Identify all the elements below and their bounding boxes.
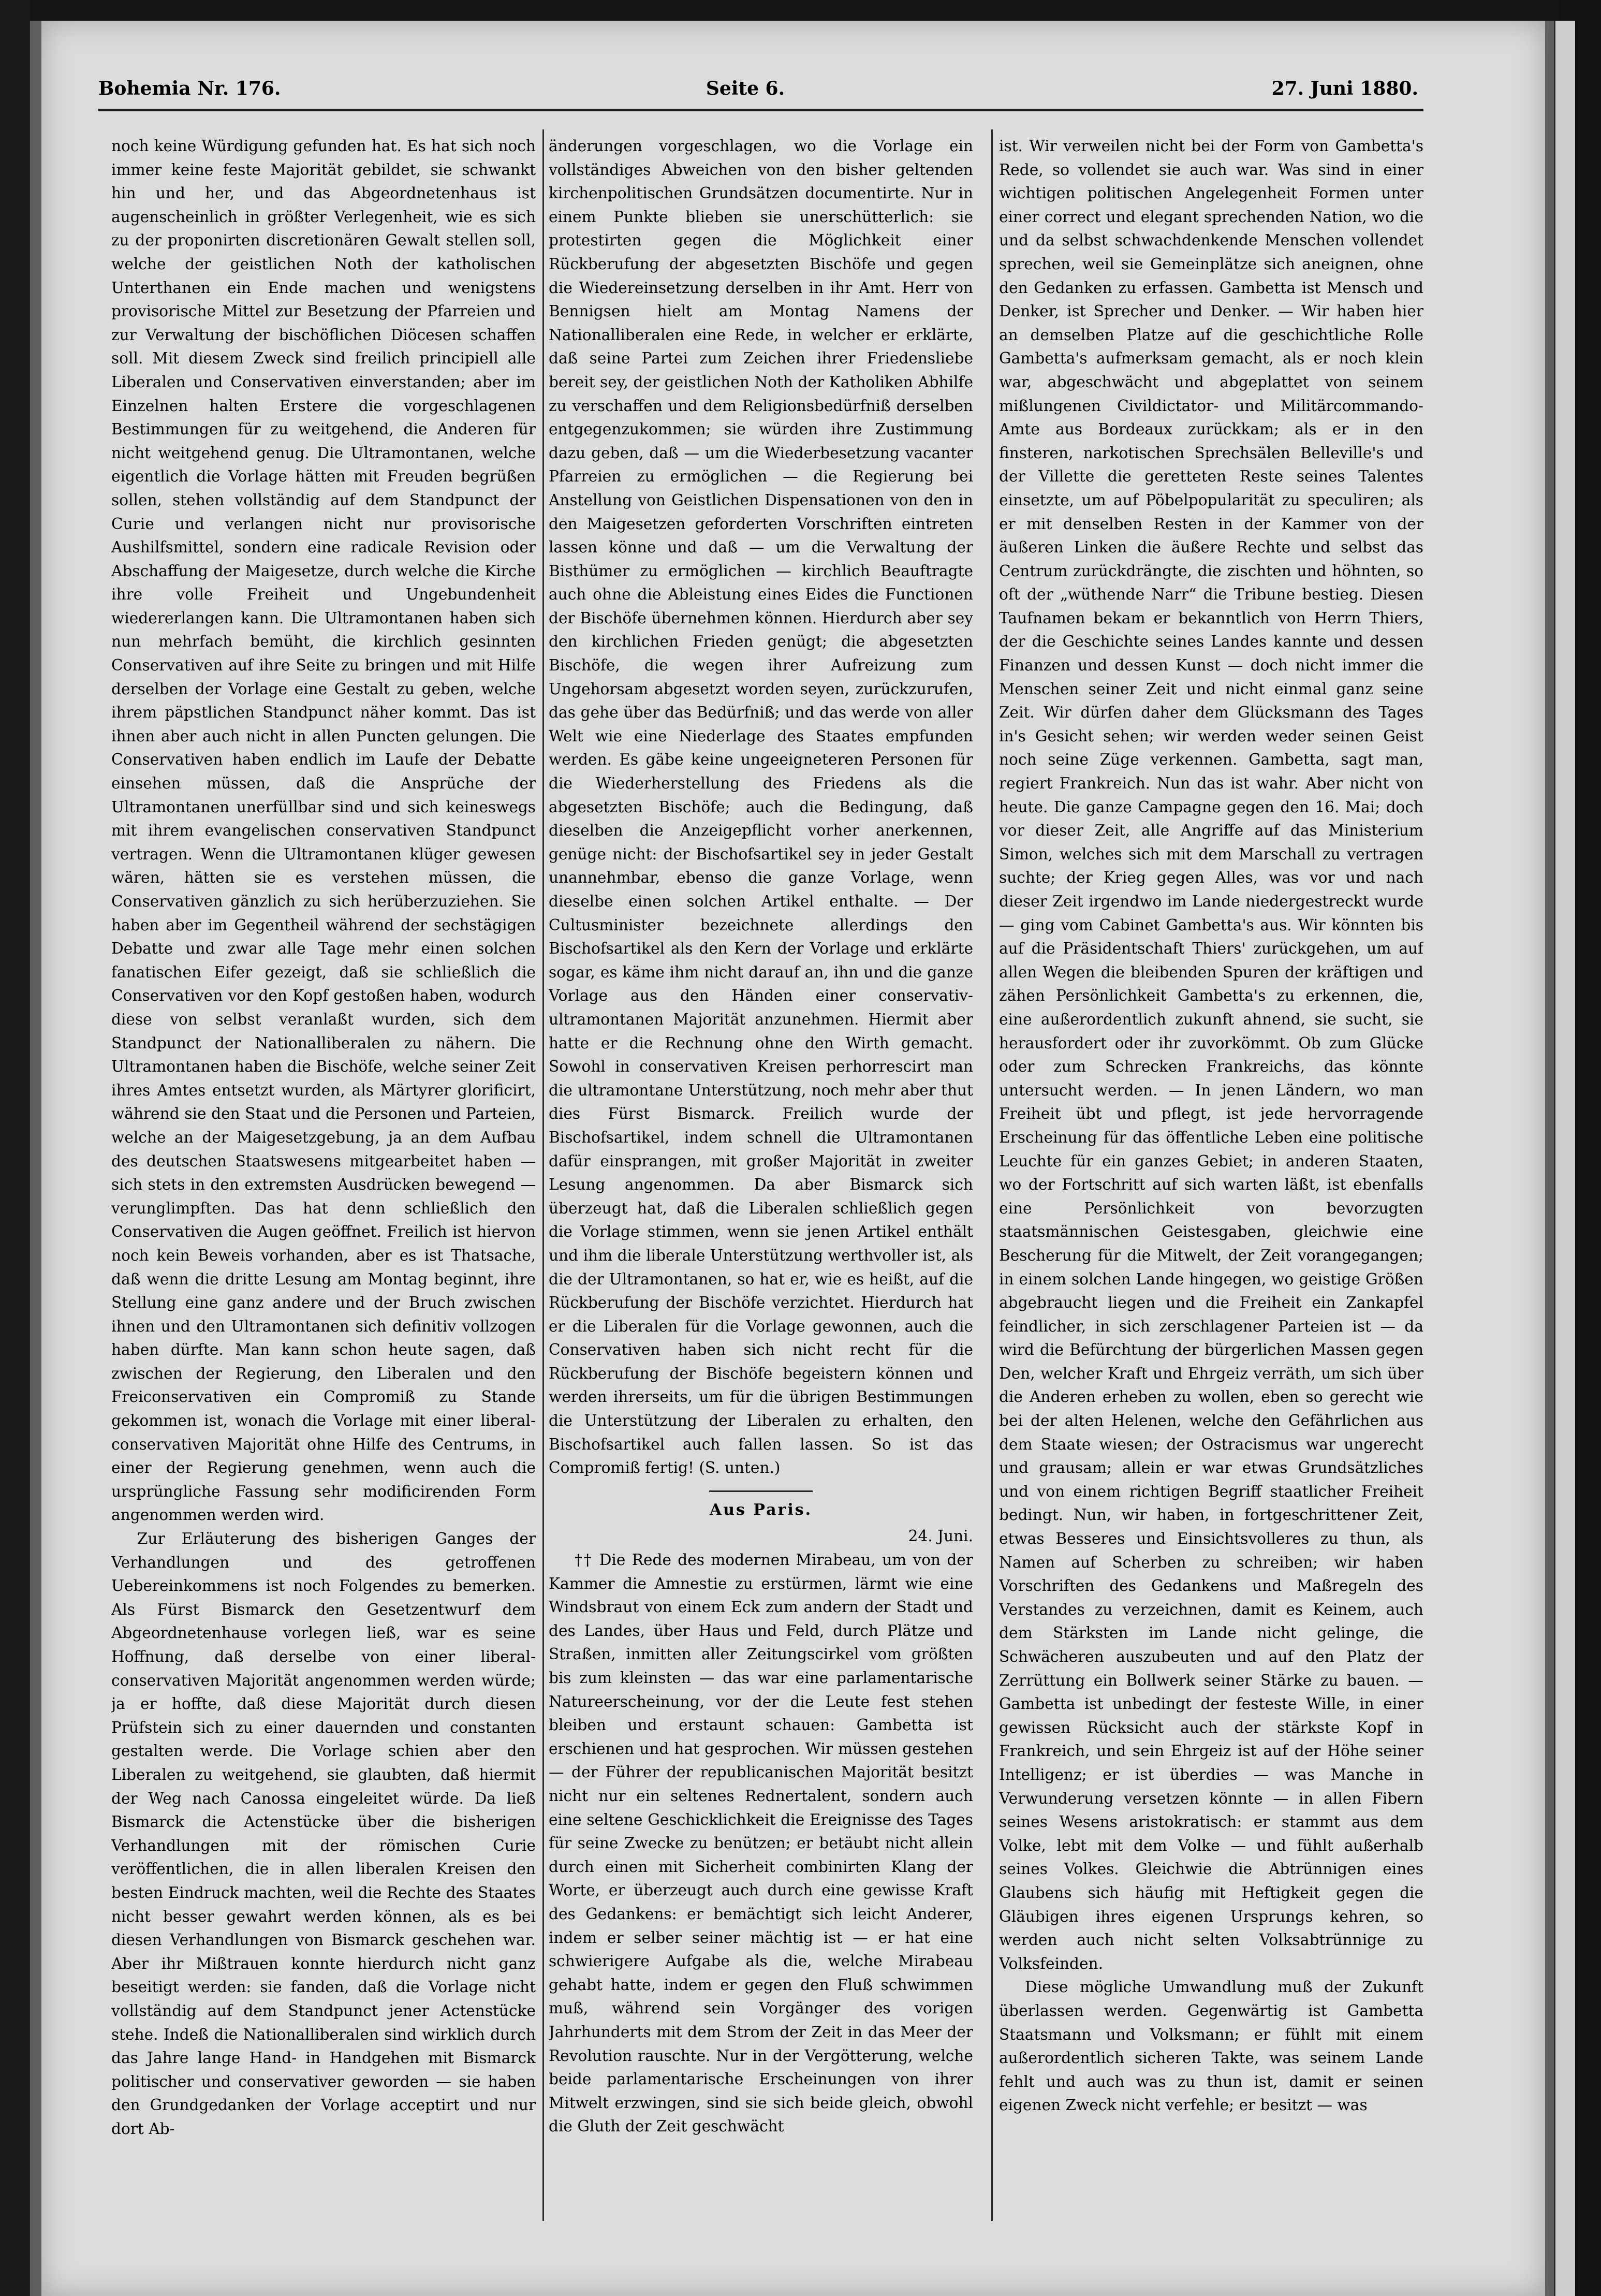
section-divider: [709, 1490, 813, 1492]
column-2: [549, 135, 973, 2226]
paragraph: Diese mögliche Umwandlung muß der Zukunft überlassen werden. Gegenwärtig ist Gambetta Staatsmann und Volksmann; er fühlt mit einem außerordentlich sicheren Takte, was seinem Lande fehlt und auch was zu thun ist, damit er seinen eigenen Zweck nicht verfehle; er besitzt — was: [999, 1978, 1423, 2114]
masthead-issue: Bohemia Nr. 176.: [98, 78, 281, 99]
paragraph: Zur Erläuterung des bisherigen Ganges der Verhandlungen und des getroffenen Uebereinkommens ist noch Folgendes zu bemerken. Als Fürst Bismarck den Gesetzentwurf dem Abgeordnetenhause vorlegen ließ, war es seine Hoffnung, daß derselbe von einer liberal-conservativen Majorität angenommen werden würde; ja er hoffte, daß diese Majorität durch diesen Prüfstein sich zu einer dauernden und constanten gestalten werde. Die Vorlage schien aber den Liberalen zu weitgehend, sie glaubten, daß hiermit der Weg nach Canossa eingeleitet würde. Da ließ Bismarck die Actenstücke über die bisherigen Verhandlungen mit der römischen Curie veröffentlichen, die in allen liberalen Kreisen den besten Eindruck machten, weil die Rechte des Staates nicht besser gewahrt werden können, als es bei diesen Verhandlungen von Bismarck geschehen war. Aber ihr Mißtrauen konnte hierdurch nicht ganz beseitigt werden: sie fanden, daß die Vorlage nicht vollständig auf dem Standpunct jener Actenstücke stehe. Indeß die Nationalliberalen sind wirklich durch das Jahre lange Hand- in Handgehen mit Bismarck politischer und conservativer geworden — sie haben den Grundgedanken der Vorlage acceptirt und nur dort Ab-: [111, 1530, 536, 2138]
column-1: [111, 135, 536, 2226]
paragraph: †† Die Rede des modernen Mirabeau, um von der Kammer die Amnestie zu erstürmen, lärmt wie eine Windsbraut von einem Eck zum andern der Stadt und des Landes, über Haus und Feld, durch Plätze und Straßen, inmitten aller Zeitungscirkel vom größten bis zum kleinsten — das war eine parlamentarische Natureerscheinung, vor der die Leute fest stehen bleiben und erstaunt schauen: Gambetta ist erschienen und hat gesprochen. Wir müssen gestehen — der Führer der republicanischen Majorität besitzt nicht nur ein seltenes Rednertalent, sondern auch eine seltene Geschicklichkeit die Ereignisse des Tages für seine Zwecke zu benützen; er betäubt nicht allein durch einen mit Sicherheit combinirten Klang der Worte, er überzeugt auch durch eine gewisse Kraft des Gedankens: er bemächtigt sich leicht Anderer, indem er selber seiner mächtig ist — er hat eine schwierigere Aufgabe als die, welche Mirabeau gehabt hatte, indem er gegen den Fluß schwimmen muß, während sein Vorgänger des vorigen Jahrhunderts mit dem Strom der Zeit in das Meer der Revolution rauschte. Nur in der Vergötterung, welche beide parlamentarische Erscheinungen von ihrer Mitwelt erzwingen, sind sie sich beide gleich, obwohl die Gluth der Zeit geschwächt: [549, 1551, 973, 2136]
paragraph: änderungen vorgeschlagen, wo die Vorlage ein vollständiges Abweichen von den bisher geltenden kirchenpolitischen Grundsätzen documentirte. Nur in einem Punkte blieben sie unerschütterlich: sie protestirten gegen die Möglichkeit einer Rückberufung der abgesetzten Bischöfe und gegen die Wiedereinsetzung derselben in ihr Amt. Herr von Bennigsen hielt am Montag Namens der Nationalliberalen eine Rede, in welcher er erklärte, daß seine Partei zum Zeichen ihrer Friedensliebe bereit sey, der geistlichen Noth der Katholiken Abhilfe zu verschaffen und dem Religionsbedürfniß derselben entgegenzukommen; sie würden ihre Zustimmung dazu geben, daß — um die Wiederbesetzung vacanter Pfarreien zu ermöglichen — die Regierung bei Anstellung von Geistlichen Dispensationen von den in den Maigesetzen geforderten Vorschriften eintreten lassen könne und daß — um die Verwaltung der Bisthümer zu ermöglichen — kirchlich Beauftragte auch ohne die Ableistung eines Eides die Functionen der Bischöfe übernehmen können. Hierdurch aber sey den kirchlichen Frieden genügt; die abgesetzten Bischöfe, die wegen ihrer Aufreizung zum Ungehorsam abgesetzt worden seyen, zurückzurufen, das gehe über das Bedürfniß; und das werde von aller Welt wie eine Niederlage des Staates empfunden werden. Es gäbe keine ungeeigneteren Personen für die Wiederherstellung des Friedens als die abgesetzten Bischöfe; auch die Bedingung, daß dieselben die Anzeigepflicht vorher anerkennen, genüge nicht: der Bischofsartikel sey in jeder Gestalt unannehmbar, ebenso die ganze Vorlage, wenn dieselbe einen solchen Artikel enthalte. — Der Cultusminister bezeichnete allerdings den Bischofsartikel als den Kern der Vorlage und erklärte sogar, es käme ihm nicht darauf an, ihn und die ganze Vorlage aus den Händen einer conservativ-ultramontanen Majorität anzunehmen. Hiermit aber hatte er die Rechnung ohne den Wirth gemacht. Sowohl in conservativen Kreisen perhorrescirt man die ultramontane Unterstützung, noch mehr aber thut dies Fürst Bismarck. Freilich wurde der Bischofsartikel, indem schnell die Ultramontanen dafür einsprangen, mit großer Majorität in zweiter Lesung angenommen. Da aber Bismarck sich überzeugt hat, daß die Liberalen schließlich gegen die Vorlage stimmen, wenn sie jenen Artikel enthält und ihm die liberale Unterstützung werthvoller ist, als die der Ultramontanen, so hat er, wie es heißt, auf die Rückberufung der Bischöfe verzichtet. Hierdurch hat er die Liberalen für die Vorlage gewonnen, auch die Conservativen haben sich nicht recht für die Rückberufung der Bischöfe begeistern können und werden ihrerseits, um für die übrigen Bestimmungen die Unterstützung der Liberalen zu erhalten, den Bischofsartikel auch fallen lassen. So ist das Compromiß fertig! (S. unten.): [549, 137, 973, 1477]
scan-border-top: [0, 0, 1601, 21]
paragraph: ist. Wir verweilen nicht bei der Form von Gambetta's Rede, so vollendet sie auch war. Was sind in einer wichtigen politischen Angelegenheit Formen unter einer correct und elegant sprechenden Nation, wo die und da selbst schwachdenkende Menschen vollendet sprechen, weil sie Gemeinplätze sich aneignen, ohne den Gedanken zu erfassen. Gambetta ist Mensch und Denker, ist Sprecher und Denker. — Wir haben hier an demselben Platze auf die geschichtliche Rolle Gambetta's aufmerksam gemacht, als er noch klein war, abgeschwächt und abgeplattet von seinem mißlungenen Civildictator- und Militärcommando-Amte aus Bordeaux zurückkam; als er in den finsteren, narkotischen Sprechsälen Belleville's und der Villette die geretteten Reste seines Talentes einsetzte, um auf Pöbelpopularität zu speculiren; als er mit denselben Resten in der Kammer von der äußeren Linken die äußere Rechte und selbst das Centrum zurückdrängte, die zischten und höhnten, so oft der „wüthende Narr“ die Tribune bestieg. Diesen Taufnamen bekam er bekanntlich von Herrn Thiers, der die Geschichte seines Landes kannte und dessen Finanzen und dessen Kunst — doch nicht immer die Menschen seiner Zeit und nicht einmal ganz seine Zeit. Wir dürfen daher dem Glücksmann des Tages in's Gesicht sehen; wir werden weder seinen Geist noch seine Züge verkennen. Gambetta, sagt man, regiert Frankreich. Nun das ist wahr. Aber nicht von heute. Die ganze Campagne gegen den 16. Mai; doch vor dieser Zeit, alle Angriffe auf das Ministerium Simon, welches sich mit dem Marschall zu vertragen suchte; der Krieg gegen Alles, was vor und nach dieser Zeit irgendwo im Lande niedergestreckt wurde — ging vom Cabinet Gambetta's aus. Wir könnten bis auf die Präsidentschaft Thiers' zurückgehen, um auf allen Wegen die bleibenden Spuren der kräftigen und zähen Persönlichkeit Gambetta's zu erkennen, die, eine außerordentlich zukunft ahnend, sie sucht, sie herausfordert oder ihr zuvorkömmt. Ob zum Glücke oder zum Schrecken Frankreichs, das könnte untersucht werden. — In jenen Ländern, wo man Freiheit übt und pflegt, ist jede hervorragende Erscheinung für das öffentliche Leben eine politische Leuchte für ein ganzes Gebiet; in anderen Staaten, wo der Fortschritt auf sich warten läßt, ist ebenfalls eine Persönlichkeit von bevorzugten staatsmännischen Geistesgaben, gleichwie eine Bescherung für die Mitwelt, der Zeit vorangegangen; in einem solchen Lande hingegen, wo geistige Größen abgebraucht liegen und die Freiheit ein Zankapfel feindlicher, in sich zerschlagener Parteien ist — da wird die Befürchtung der bürgerlichen Massen gegen Den, welcher Kraft und Ehrgeiz verräth, um sich über die Anderen erheben zu wollen, eben so gerecht wie bei der alten Helenen, welche den Gefährlichen aus dem Staate wiesen; der Ostracismus war ungerecht und grausam; allein er war etwas Grundsätzliches und von einem richtigen Begriff staatlicher Freiheit bedingt. Nun, wir haben, in fortgeschrittener Zeit, etwas Besseres und Einsichtsvolleres zu thun, als Namen auf Scherben zu schreiben; wir haben Vorschriften des Gedankens und Maßregeln des Verstandes zu verzeichnen, damit es Keinem, auch dem Stärksten im Lande nicht gelinge, die Schwächeren auszubeuten und auf den Platz der Zerrüttung ein Bollwerk seiner Stärke zu bauen. — Gambetta ist unbedingt der festeste Wille, in einer gewissen Rücksicht auch der stärkste Kopf in Frankreich, und sein Ehrgeiz ist auf der Höhe seiner Intelligenz; er ist überdies — was Manche in Verwunderung versetzen könnte — in allen Fibern seines Wesens aristokratisch: er stammt aus dem Volke, lebt mit dem Volke — und fühlt außerhalb seines Volkes. Gleichwie die Abtrünnigen eines Glaubens sich häufig mit Heftigkeit gegen die Gläubigen ihres eigenen Ursprungs kehren, so werden auch nicht selten Volksabtrünnige zu Volksfeinden.: [999, 137, 1423, 1972]
header-rule: [98, 109, 1423, 111]
paragraph: noch keine Würdigung gefunden hat. Es hat sich noch immer keine feste Majorität gebildet, sie schwankt hin und her, und das Abgeordnetenhaus ist augenscheinlich in größter Verlegenheit, wie es sich zu der proponirten discretionären Gewalt stellen soll, welche der geistlichen Noth der katholischen Unterthanen ein Ende machen und wenigstens provisorische Mittel zur Besetzung der Pfarreien und zur Verwaltung der bischöflichen Diöcesen schaffen soll. Mit diesem Zweck sind freilich principiell alle Liberalen und Conservativen einverstanden; aber im Einzelnen halten Erstere die vorgeschlagenen Bestimmungen für zu weitgehend, die Anderen für nicht weitgehend genug. Die Ultramontanen, welche eigentlich die Vorlage hätten mit Freuden begrüßen sollen, stehen vollständig auf dem Standpunct der Curie und verlangen nicht nur provisorische Aushilfsmittel, sondern eine radicale Revision oder Abschaffung der Maigesetze, durch welche die Kirche ihre volle Freiheit und Ungebundenheit wiedererlangen kann. Die Ultramontanen haben sich nun mehrfach bemüht, die kirchlich gesinnten Conservativen auf ihre Seite zu bringen und mit Hilfe derselben der Vorlage eine Gestalt zu geben, welche ihrem päpstlichen Standpunct näher kommt. Das ist ihnen aber auch nicht in allen Puncten gelungen. Die Conservativen haben endlich im Laufe der Debatte einsehen müssen, daß die Ansprüche der Ultramontanen unerfüllbar sind und sich keineswegs mit ihrem evangelischen conservativen Standpunct vertragen. Wenn die Ultramontanen klüger gewesen wären, hätten sie es verstehen müssen, die Conservativen gänzlich zu sich herüberzuziehen. Sie haben aber im Gegentheil während der sechstägigen Debatte und zwar alle Tage mehr einen solchen fanatischen Eifer gezeigt, daß sie schließlich die Conservativen vor den Kopf gestoßen haben, wodurch diese von selbst veranlaßt wurden, sich dem Standpunct der Nationalliberalen zu nähern. Die Ultramontanen haben die Bischöfe, welche seiner Zeit ihres Amtes entsetzt wurden, als Märtyrer glorificirt, während sie den Staat und die Personen und Parteien, welche an der Maigesetzgebung, ja an dem Aufbau des deutschen Staatswesens mitgearbeitet haben — sich stets in den extremsten Ausdrücken bewegend — verunglimpften. Das hat denn schließlich den Conservativen die Augen geöffnet. Freilich ist hiervon noch kein Beweis vorhanden, aber es ist Thatsache, daß wenn die dritte Lesung am Montag beginnt, ihre Stellung eine ganz andere und der Bruch zwischen ihnen und den Ultramontanen sich definitiv vollzogen haben dürfte. Man kann schon heute sagen, daß zwischen der Regierung, den Liberalen und den Freiconservativen ein Compromiß zu Stande gekommen ist, wonach die Vorlage mit einer liberal-conservativen Majorität ohne Hilfe des Centrums, in einer der Regierung genehmen, wenn auch die ursprüngliche Fassung sehr modificirenden Form angenommen werden wird.: [111, 137, 536, 1524]
page-number: Seite 6.: [706, 78, 785, 99]
page-edge: [1554, 21, 1575, 2296]
column-divider: [542, 129, 544, 2221]
column-divider: [991, 129, 993, 2221]
column-3: [999, 135, 1423, 2226]
scan-border-left: [0, 0, 30, 2296]
dateline: 24. Juni.: [908, 1527, 973, 1545]
section-heading: Aus Paris.: [709, 1500, 813, 1519]
issue-date: 27. Juni 1880.: [1271, 78, 1418, 99]
